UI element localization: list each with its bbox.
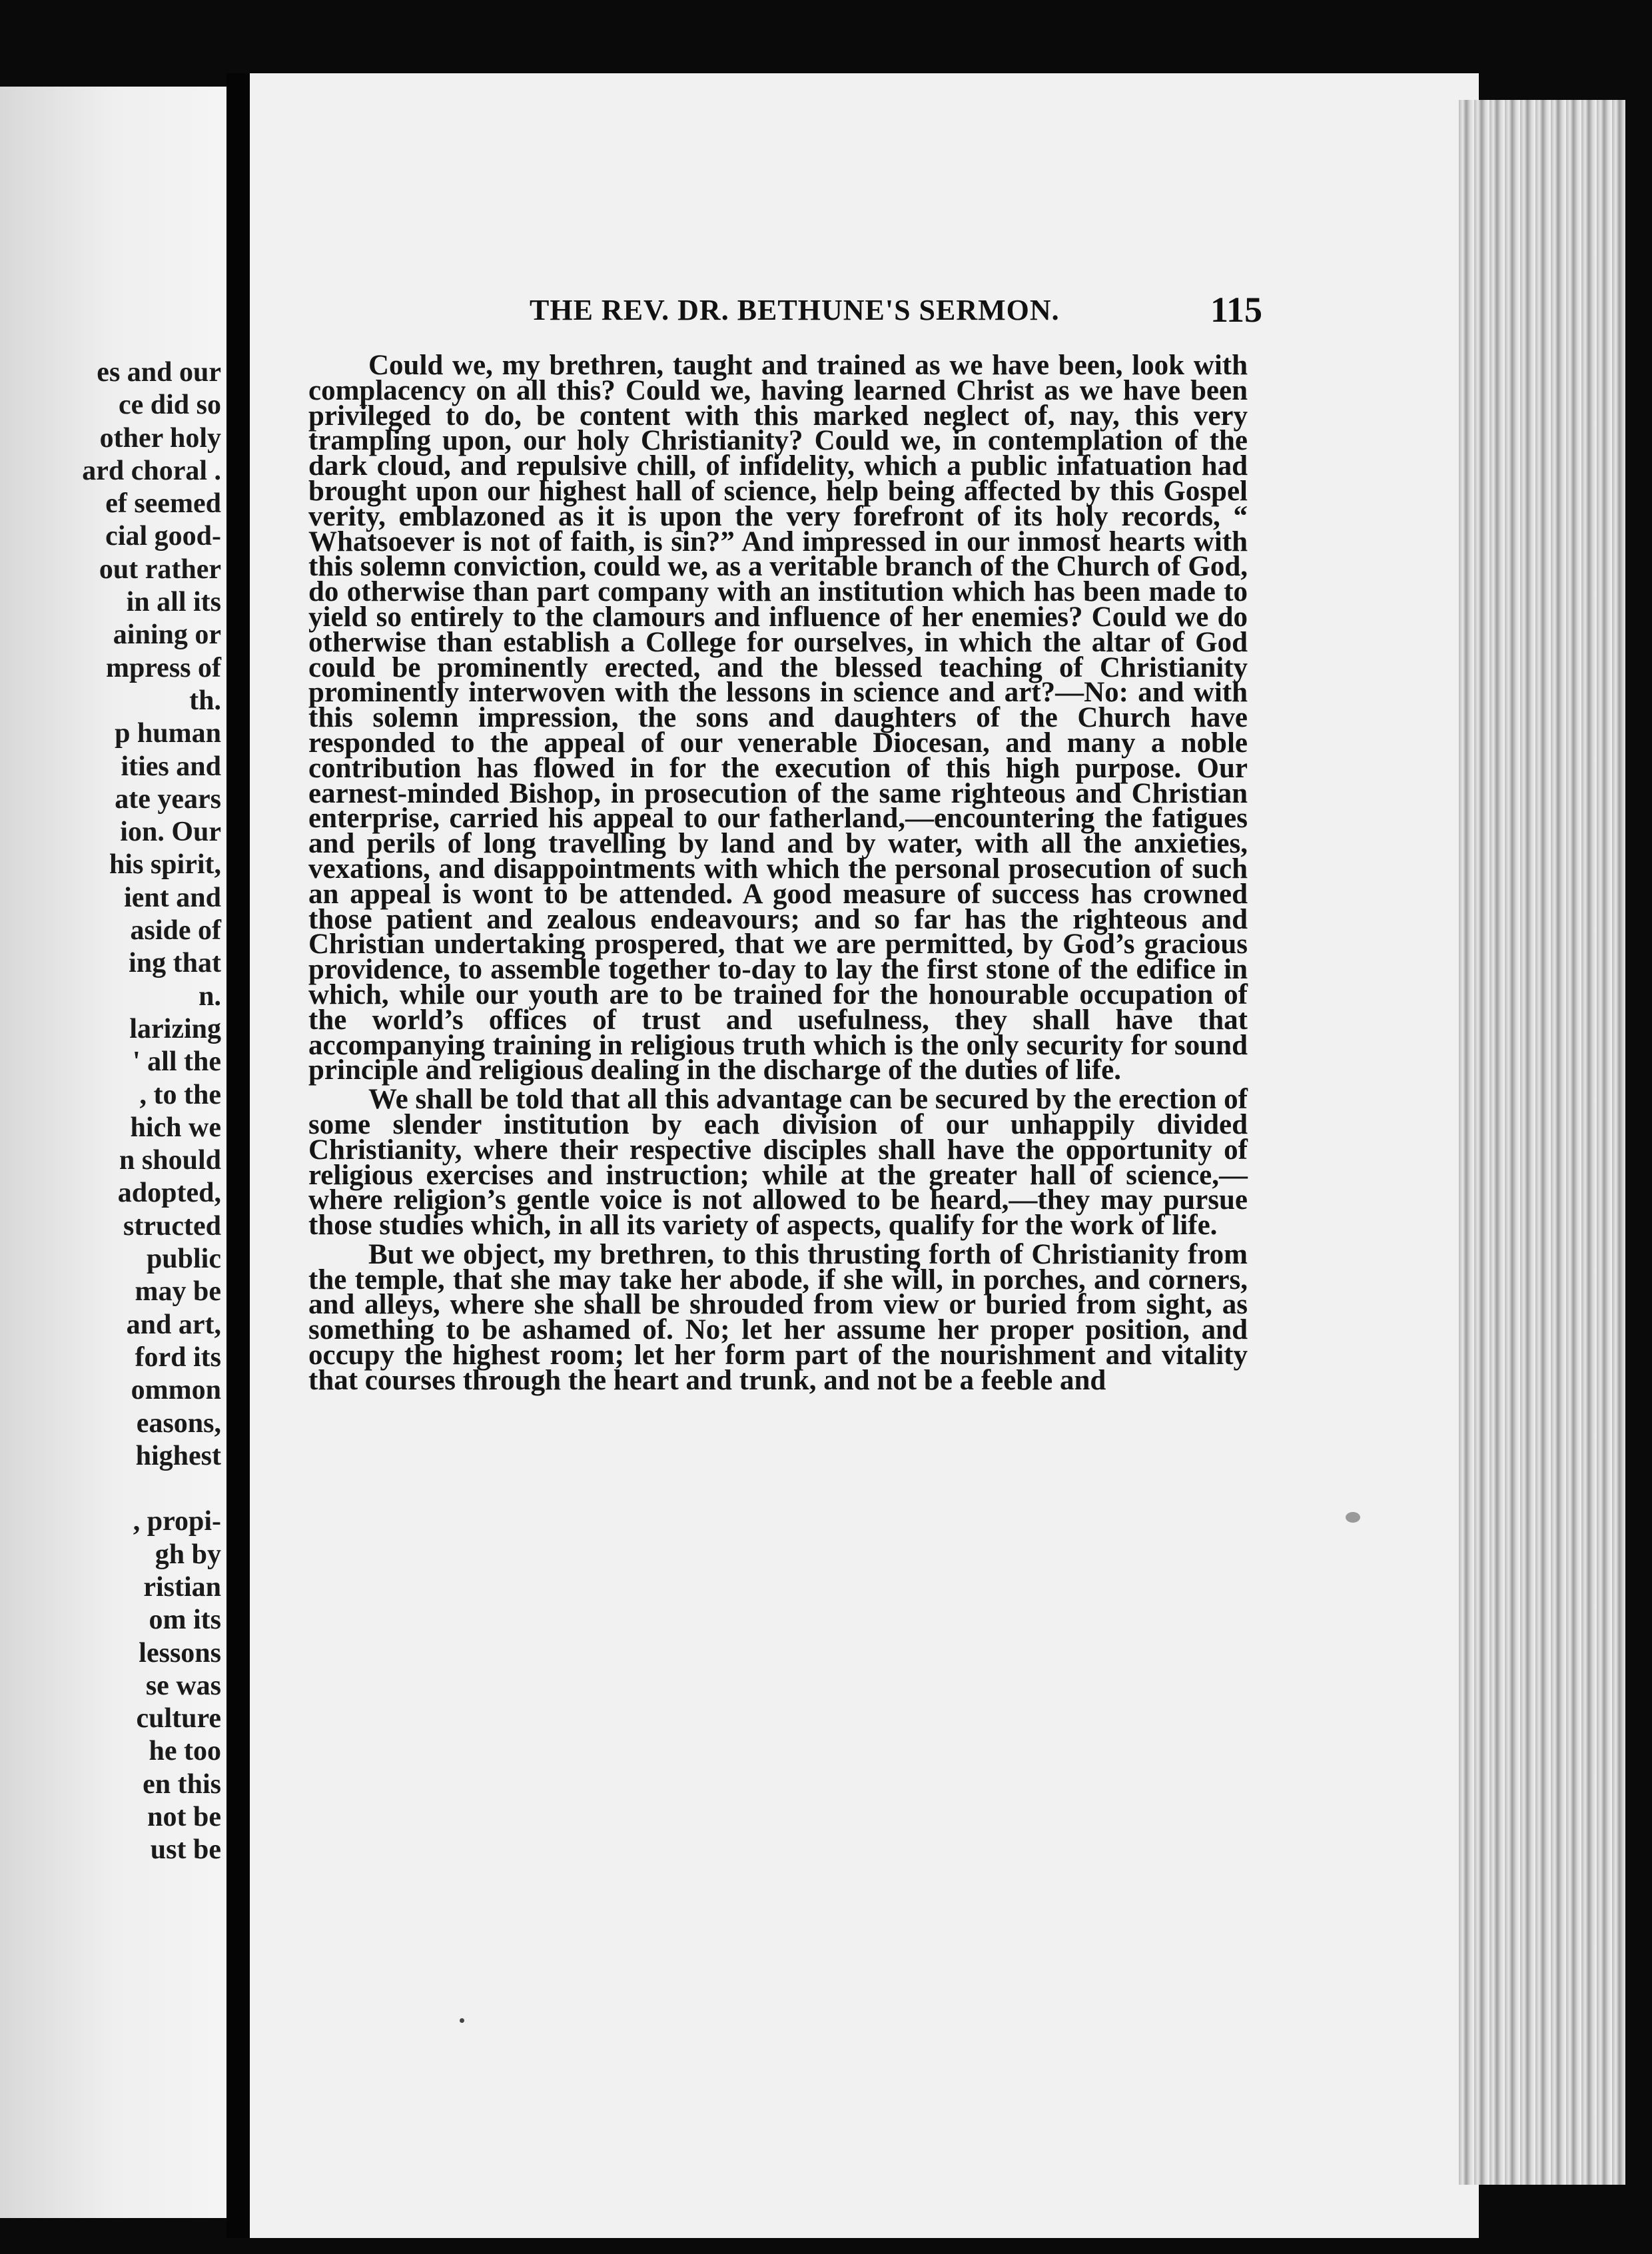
left-page-line: ion. Our — [120, 817, 221, 848]
left-page-line: en this — [143, 1768, 221, 1800]
left-page-line: may be — [135, 1276, 221, 1308]
left-page-line — [8, 1473, 221, 1505]
left-page-line: om its — [149, 1605, 221, 1636]
book-gutter — [226, 73, 250, 2238]
page-edges — [1459, 100, 1632, 2185]
left-page-line: not be — [147, 1802, 221, 1833]
left-page-line: , propi- — [133, 1506, 221, 1537]
paragraph: We shall be told that all this advantage can be secured by the erection of some slender institution by each division of our unhappily divided Christianity, where their respective disciples shall have the opportunity of religious exercises and instruction; while at the greater hall of science,—where religion’s gentle voice is not allowed to be heard,—they may pursue those studies which, in all its variety of aspects, qualify for the work of life. — [308, 1084, 1248, 1242]
running-head: THE REV. DR. BETHUNE'S SERMON. — [530, 294, 1060, 326]
paragraph: Could we, my brethren, taught and trained as we have been, look with complacency on all this? Could we, having learned Christ as we have been privileged to do, be content with this marked neglect of, nay, this very trampling upon, our holy Christianity? Could we, in contemplation of the dark cloud, and repulsive chill, of infidelity, which a public infatuation had brought upon our highest hall of science, help being affected by this Gospel verity, emblazoned as it is upon the very forefront of its holy records, “ Whatsoever is not of faith, is sin?” And impressed in our inmost hearts with this solemn conviction, could we, as a veritable branch of the Church of God, do otherwise than part company with an institution which has been made to yield so entirely to the clamours and influence of her enemies? Could we do otherwise than establish a College for ourselves, in which the altar of God could be prominently erected, and the blessed teaching of Christianity prominently interwoven with the lessons in science and art?—No: and with this solemn impression, the sons and daughters of the Church have responded to the appeal of our venerable Diocesan, and many a noble contribution has flowed in for the execution of this high purpose. Our earnest-minded Bishop, in prosecution of the same righteous and Christian enterprise, carried his appeal to our fatherland,—encountering the fatigues and perils of long travelling by land and by water, with all the anxieties, vexations, and disappointments with which the personal prosecution of such an appeal is wont to be attended. A good measure of success has crowned those patient and zealous endeavours; and so far has the righteous and Christian undertaking prospered, that we are permitted, by God’s gracious providence, to assemble together to-day to lay the first stone of the edifice in which, while our youth are to be trained for the honourable occupation of the world’s offices of trust and usefulness, they shall have that accompanying training in religious truth which is the only security for sound principle and religious dealing in the discharge of the duties of life. — [308, 350, 1248, 1086]
left-page-line: mpress of — [105, 652, 221, 683]
paper-speck — [1346, 1512, 1360, 1523]
page-header — [530, 290, 1262, 333]
left-page-line: ommon — [131, 1375, 221, 1406]
left-page-line: culture — [136, 1703, 221, 1734]
left-page-line: adopted, — [117, 1178, 221, 1209]
left-page — [0, 87, 226, 2218]
paper-speck — [460, 2018, 464, 2023]
left-page-text-fragments — [8, 356, 221, 1867]
left-page-line: ing that — [129, 948, 221, 979]
left-page-line: aside of — [130, 915, 221, 946]
left-page-line: ford its — [135, 1341, 221, 1373]
left-page-line: n should — [119, 1145, 221, 1176]
left-page-line: highest — [135, 1440, 221, 1471]
left-page-line: ities and — [121, 751, 221, 782]
left-page-line: ' all the — [133, 1046, 221, 1078]
paragraph: But we object, my brethren, to this thrusting forth of Christianity from the temple, that she may take her abode, if she will, in porches, and corners, and alleys, where she shall be shrouded from view or buried from sight, as something to be ashamed of. No; let her assume her proper position, and occupy the highest room; let her form part of the nourishment and vitality that courses through the heart and trunk, and not be a feeble and — [308, 1238, 1248, 1396]
left-page-line: he too — [149, 1736, 221, 1767]
left-page-line: in all its — [126, 587, 221, 618]
left-page-line: cial good- — [105, 521, 221, 552]
left-page-line: ristian — [143, 1571, 221, 1603]
background-edge — [1625, 100, 1652, 2185]
left-page-line: ient and — [124, 882, 221, 913]
left-page-line: ard choral . — [82, 455, 221, 486]
left-page-line: n. — [199, 980, 221, 1012]
left-page-line: ust be — [150, 1834, 221, 1866]
left-page-line: se was — [145, 1670, 221, 1701]
left-page-line: public — [146, 1244, 221, 1275]
left-page-line: gh by — [155, 1539, 221, 1570]
left-page-line: his spirit, — [109, 849, 221, 881]
left-page-line: ate years — [115, 783, 221, 815]
left-page-line: ce did so — [118, 390, 221, 421]
left-page-line: hich we — [130, 1112, 221, 1143]
left-page-line: out rather — [99, 554, 221, 585]
left-page-line: es and our — [97, 357, 221, 388]
left-page-line: larizing — [129, 1013, 221, 1044]
left-page-line: , to the — [139, 1079, 221, 1110]
left-page-line: th. — [189, 685, 221, 716]
left-page-line: and art, — [126, 1309, 221, 1340]
left-page-line: structed — [123, 1210, 221, 1242]
left-page-line: lessons — [139, 1637, 221, 1669]
left-page-line: ef seemed — [105, 488, 221, 520]
left-page-line: other holy — [99, 422, 221, 454]
left-page-line: p human — [115, 718, 221, 749]
sermon-body — [308, 350, 1248, 1396]
left-page-line: easons, — [136, 1407, 221, 1439]
page-number: 115 — [1210, 290, 1262, 330]
left-page-line: aining or — [113, 619, 221, 651]
